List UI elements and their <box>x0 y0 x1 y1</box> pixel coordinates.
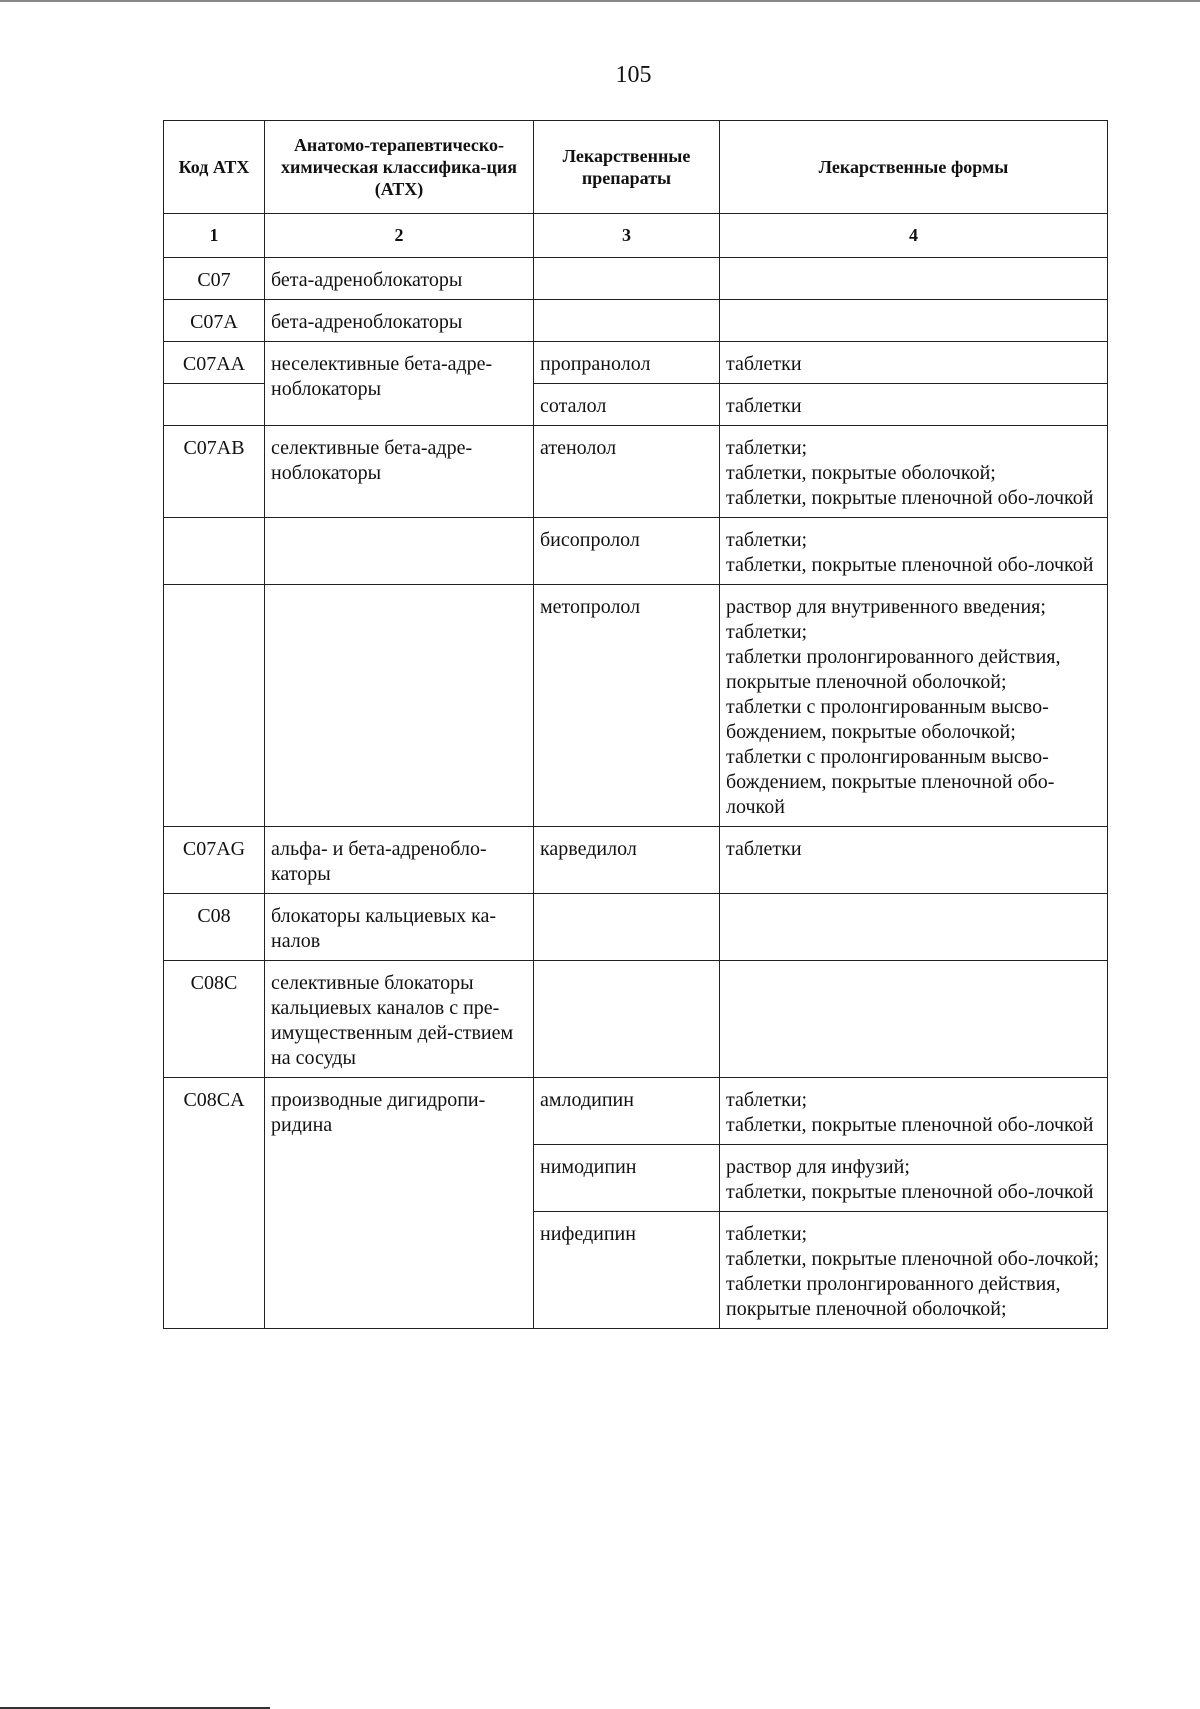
table-row <box>164 342 1108 384</box>
table-row <box>164 518 1108 585</box>
forms-cell <box>720 518 1108 585</box>
dosage-form: таблетки, покрытые пленочной обо-лочкой <box>726 1114 1094 1136</box>
forms-cell <box>720 1212 1108 1329</box>
dosage-form: раствор для инфузий; <box>726 1156 910 1178</box>
forms-cell <box>720 585 1108 827</box>
atx-code-empty <box>164 384 265 426</box>
forms-cell <box>720 827 1108 894</box>
forms-cell <box>720 961 1108 1078</box>
scan-top-edge <box>0 0 1200 2</box>
table-row <box>164 1078 1108 1145</box>
drug-name: бисопролол <box>534 518 720 585</box>
dosage-form: таблетки, покрытые пленочной обо-лочкой <box>726 554 1094 576</box>
drug-name: атенолол <box>534 426 720 518</box>
dosage-form: таблетки <box>726 838 802 860</box>
table-row <box>164 585 1108 827</box>
forms-cell <box>720 894 1108 961</box>
table-row <box>164 894 1108 961</box>
drug-cell <box>534 258 720 300</box>
atx-code: C08 <box>164 894 265 961</box>
column-number: 1 <box>164 214 265 258</box>
dosage-form: таблетки; <box>726 1223 808 1245</box>
table-row <box>164 258 1108 300</box>
atx-class: селективные бета-адре-ноблокаторы <box>265 426 534 518</box>
drug-name: пропранолол <box>534 342 720 384</box>
atx-code: C08CA <box>164 1078 265 1329</box>
table-row <box>164 827 1108 894</box>
atx-class: селективные блокаторы кальциевых каналов с пре-имущественным дей-ствием на сосуды <box>265 961 534 1078</box>
atx-code: C07AG <box>164 827 265 894</box>
header-classification: Анатомо-терапевтическо-химическая классифика-ция (АТХ) <box>265 121 534 214</box>
forms-cell <box>720 1078 1108 1145</box>
drug-name: нимодипин <box>534 1145 720 1212</box>
forms-cell <box>720 300 1108 342</box>
dosage-form: таблетки; <box>726 529 808 551</box>
atx-class: бета-адреноблокаторы <box>265 300 534 342</box>
dosage-form: таблетки, покрытые пленочной обо-лочкой <box>726 1181 1094 1203</box>
header-forms: Лекарственные формы <box>720 121 1108 214</box>
column-number: 3 <box>534 214 720 258</box>
table-row <box>164 300 1108 342</box>
atx-class: производные дигидропи-ридина <box>265 1078 534 1329</box>
atx-code: C07AB <box>164 426 265 518</box>
dosage-form: таблетки, покрытые пленочной обо-лочкой <box>726 487 1094 509</box>
atx-class-empty <box>265 585 534 827</box>
forms-cell <box>720 1145 1108 1212</box>
header-code: Код АТХ <box>164 121 265 214</box>
dosage-form: таблетки; <box>726 437 808 459</box>
atx-class-empty <box>265 518 534 585</box>
column-number-row <box>164 214 1108 258</box>
drug-name: карведилол <box>534 827 720 894</box>
drug-name: метопролол <box>534 585 720 827</box>
atx-code-empty <box>164 585 265 827</box>
drug-name: соталол <box>534 384 720 426</box>
atx-code: C07 <box>164 258 265 300</box>
atx-code: C07A <box>164 300 265 342</box>
atx-class: альфа- и бета-адренобло-каторы <box>265 827 534 894</box>
dosage-form: таблетки; <box>726 1089 808 1111</box>
dosage-form: таблетки пролонгированного действия, покрытые пленочной оболочкой; <box>726 646 1061 693</box>
drug-name: амлодипин <box>534 1078 720 1145</box>
dosage-form: таблетки <box>726 395 802 417</box>
forms-cell <box>720 258 1108 300</box>
forms-cell <box>720 384 1108 426</box>
forms-cell <box>720 342 1108 384</box>
dosage-form: раствор для внутривенного введения; <box>726 596 1046 618</box>
atx-code: C07AA <box>164 342 265 384</box>
dosage-form: таблетки с пролонгированным высво-бождением, покрытые оболочкой; <box>726 696 1049 743</box>
table-row <box>164 961 1108 1078</box>
atx-class: бета-адреноблокаторы <box>265 258 534 300</box>
dosage-form: таблетки пролонгированного действия, покрытые пленочной оболочкой; <box>726 1273 1061 1320</box>
dosage-form: таблетки, покрытые пленочной обо-лочкой; <box>726 1248 1099 1270</box>
page-number: 105 <box>615 62 652 88</box>
atx-class: блокаторы кальциевых ка-налов <box>265 894 534 961</box>
atx-class: неселективные бета-адре-ноблокаторы <box>265 342 534 426</box>
table-row <box>164 426 1108 518</box>
dosage-form: таблетки <box>726 353 802 375</box>
dosage-form: таблетки, покрытые оболочкой; <box>726 462 996 484</box>
column-number: 2 <box>265 214 534 258</box>
atx-code-empty <box>164 518 265 585</box>
column-number: 4 <box>720 214 1108 258</box>
drug-name: нифедипин <box>534 1212 720 1329</box>
drug-cell <box>534 894 720 961</box>
atx-code: C08C <box>164 961 265 1078</box>
dosage-form: таблетки с пролонгированным высво-бождением, покрытые пленочной обо-лочкой <box>726 746 1055 818</box>
drug-cell <box>534 300 720 342</box>
forms-cell <box>720 426 1108 518</box>
drug-cell <box>534 961 720 1078</box>
header-drugs: Лекарственные препараты <box>534 121 720 214</box>
dosage-form: таблетки; <box>726 621 808 643</box>
header-row <box>164 121 1108 214</box>
atx-table <box>163 120 1108 1329</box>
